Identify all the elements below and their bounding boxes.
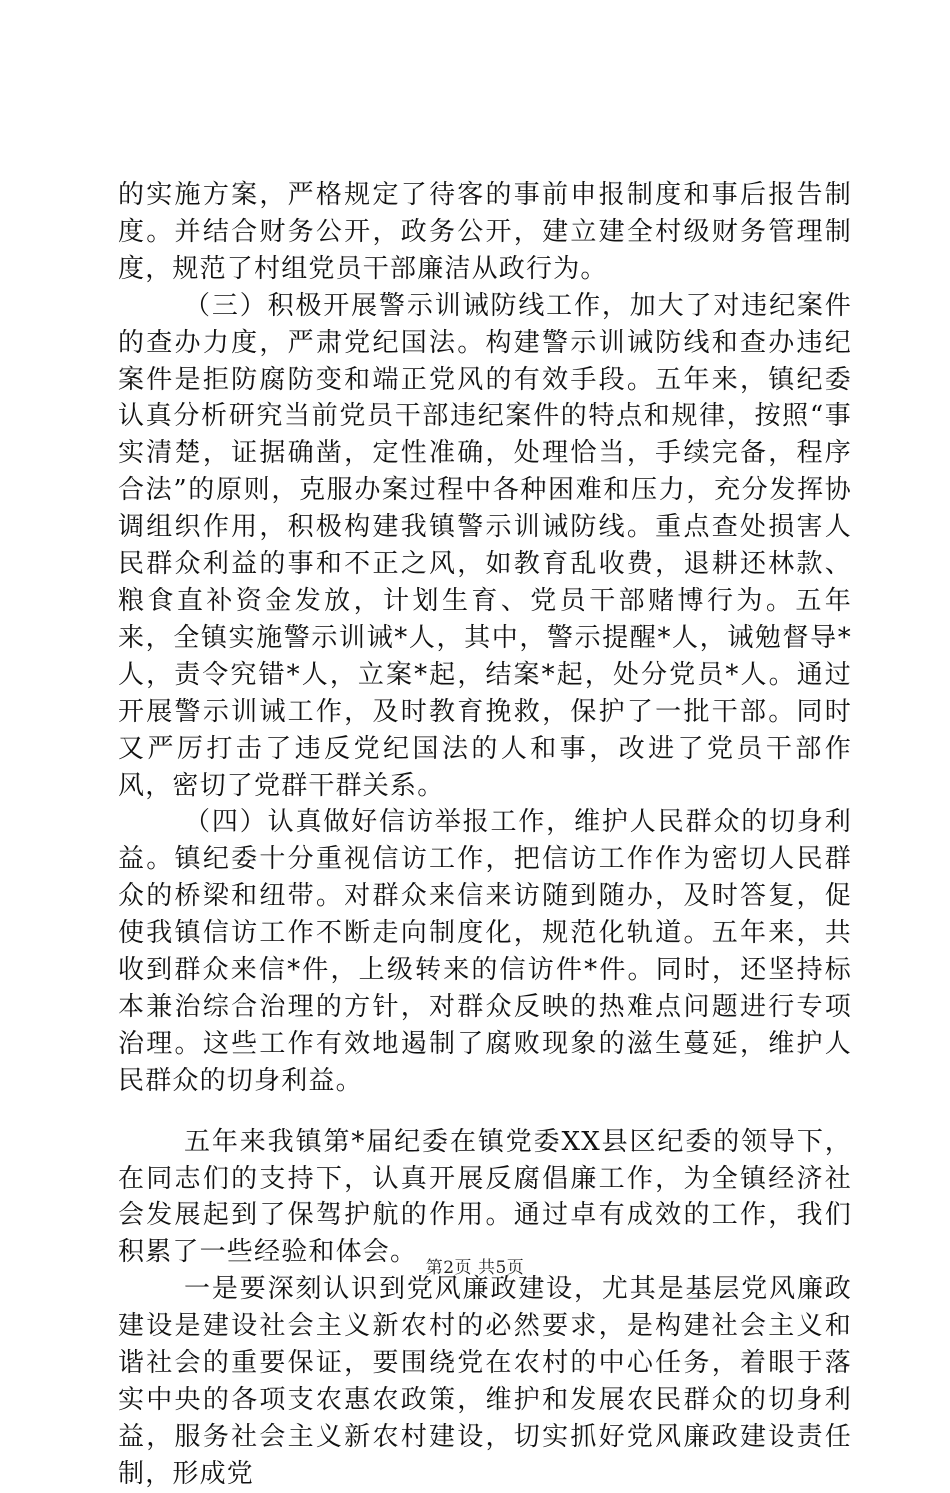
paragraph-summary: 五年来我镇第*届纪委在镇党委XX县区纪委的领导下，在同志们的支持下，认真开展反腐倡廉工作，为全镇经济社会发展起到了保驾护航的作用。通过卓有成效的工作，我们积累了一些经验和体会。 xyxy=(118,1126,852,1268)
page-footer: 第2页 共5页 xyxy=(425,1258,525,1278)
paragraph-section-four: （四）认真做好信访举报工作，维护人民群众的切身利益。镇纪委十分重视信访工作，把信访工作作为密切人民群众的桥梁和纽带。对群众来信来访随到随办，及时答复，促使我镇信访工作不断走向制度化，规范化轨道。五年来，共收到群众来信*件，上级转来的信访件*件。同时，还坚持标本兼治综合治理的方针，对群众反映的热难点问题进行专项治理。这些工作有效地遏制了腐败现象的滋生蔓延，维护人民群众的切身利益。 xyxy=(118,807,852,1096)
paragraph-continued: 的实施方案，严格规定了待客的事前申报制度和事后报告制度。并结合财务公开，政务公开，建立建全村级财务管理制度，规范了村组党员干部廉洁从政行为。 xyxy=(118,180,852,284)
document-body xyxy=(118,177,852,1493)
paragraph-experience-one: 一是要深刻认识到党风廉政建设，尤其是基层党风廉政建设是建设社会主义新农村的必然要求，是构建社会主义和谐社会的重要保证，要围绕党在农村的中心任务，着眼于落实中央的各项支农惠农政策，维护和发展农民群众的切身利益，服务社会主义新农村建设，切实抓好党风廉政建设责任制，形成党 xyxy=(118,1274,852,1489)
paragraph-section-three: （三）积极开展警示训诫防线工作，加大了对违纪案件的查办力度，严肃党纪国法。构建警示训诫防线和查办违纪案件是拒防腐防变和端正党风的有效手段。五年来，镇纪委认真分析研究当前党员干部违纪案件的特点和规律，按照“事实清楚，证据确凿，定性准确，处理恰当，手续完备，程序合法”的原则，克服办案过程中各种困难和压力，充分发挥协调组织作用，积极构建我镇警示训诫防线。重点查处损害人民群众利益的事和不正之风，如教育乱收费，退耕还林款、粮食直补资金发放，计划生育、党员干部赌博行为。五年来，全镇实施警示训诫*人，其中，警示提醒*人，诫勉督导*人，责令究错*人，立案*起，结案*起，处分党员*人。通过开展警示训诫工作，及时教育挽救，保护了一批干部。同时又严厉打击了违反党纪国法的人和事，改进了党员干部作风，密切了党群干群关系。 xyxy=(118,290,852,801)
